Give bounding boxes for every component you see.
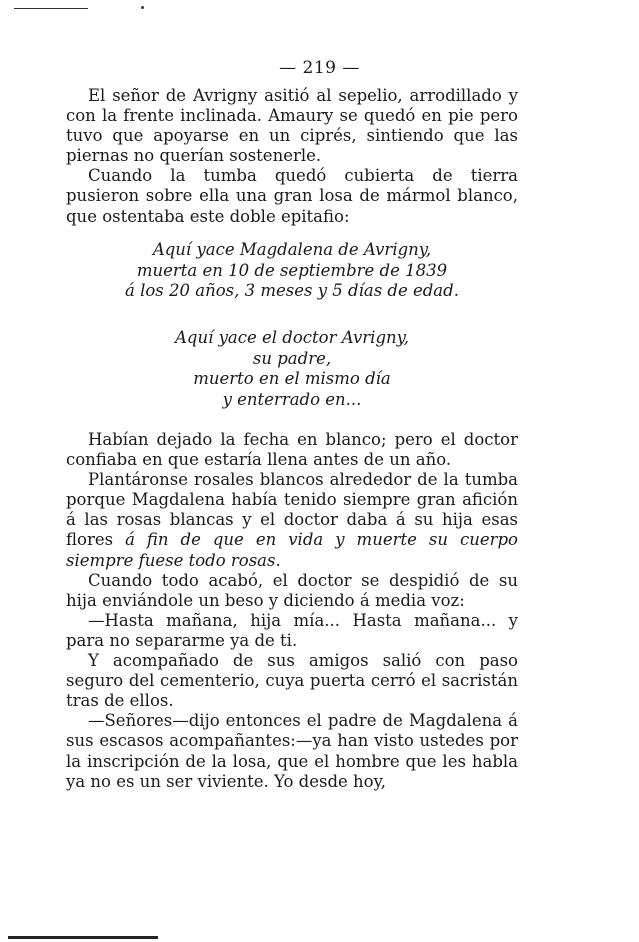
paragraph: Cuando todo acabó, el doctor se despidió de su hija enviándole un beso y diciendo á media voz: bbox=[66, 570, 518, 610]
epitaph-line: su padre, bbox=[252, 348, 332, 368]
epitaph-line: y enterrado en... bbox=[222, 389, 362, 409]
text-block-top bbox=[66, 86, 518, 227]
paragraph bbox=[66, 470, 518, 570]
top-dot bbox=[141, 6, 144, 9]
paragraph: Habían dejado la fecha en blanco; pero el doctor confiaba en que estaría llena antes de un año. bbox=[66, 430, 518, 470]
paragraph: Y acompañado de sus amigos salió con paso seguro del cementerio, cuya puerta cerró el sacristán tras de ellos. bbox=[66, 651, 518, 711]
epitaph-line: Aquí yace el doctor Avrigny, bbox=[174, 328, 410, 347]
paragraph: El señor de Avrigny asitió al sepelio, arrodillado y con la frente inclinada. Amaury se quedó en pie pero tuvo que apoyarse en un ciprés, sintiendo que las piernas no querían sostenerle. bbox=[66, 86, 518, 166]
italic-phrase: á fin de que en vida y muerte su cuerpo siempre fuese todo rosas. bbox=[66, 530, 518, 570]
page-number: — 219 — bbox=[279, 58, 360, 78]
paragraph: Cuando la tumba quedó cubierta de tierra pusieron sobre ella una gran losa de mármol blanco, que ostentaba este doble epitafio: bbox=[66, 166, 518, 226]
epitaph-doctor bbox=[66, 328, 518, 410]
epitaph-magdalena bbox=[66, 240, 518, 302]
top-rule bbox=[14, 8, 88, 9]
paragraph: —Hasta mañana, hija mía... Hasta mañana... y para no separarme ya de ti. bbox=[66, 610, 518, 650]
epitaph-line: muerta en 10 de septiembre de 1839 bbox=[136, 260, 448, 280]
epitaph-line: Aquí yace Magdalena de Avrigny, bbox=[152, 240, 432, 259]
text-block-bottom bbox=[66, 430, 518, 792]
epitaph-line: muerto en el mismo día bbox=[193, 369, 391, 388]
bottom-rule bbox=[8, 936, 158, 939]
paragraph: —Señores—dijo entonces el padre de Magdalena á sus escasos acompañantes:—ya han visto ustedes por la inscripción de la losa, que el hombre que les habla ya no es un ser viviente. Yo desde hoy, bbox=[66, 711, 518, 791]
epitaph-line: á los 20 años, 3 meses y 5 días de edad. bbox=[125, 281, 459, 300]
paragraph-text: Plantáronse rosales blancos alrededor de la tumba porque Magdalena había tenido siempre gran afición á las rosas blancas y el doctor daba á su hija esas flores bbox=[66, 470, 518, 550]
